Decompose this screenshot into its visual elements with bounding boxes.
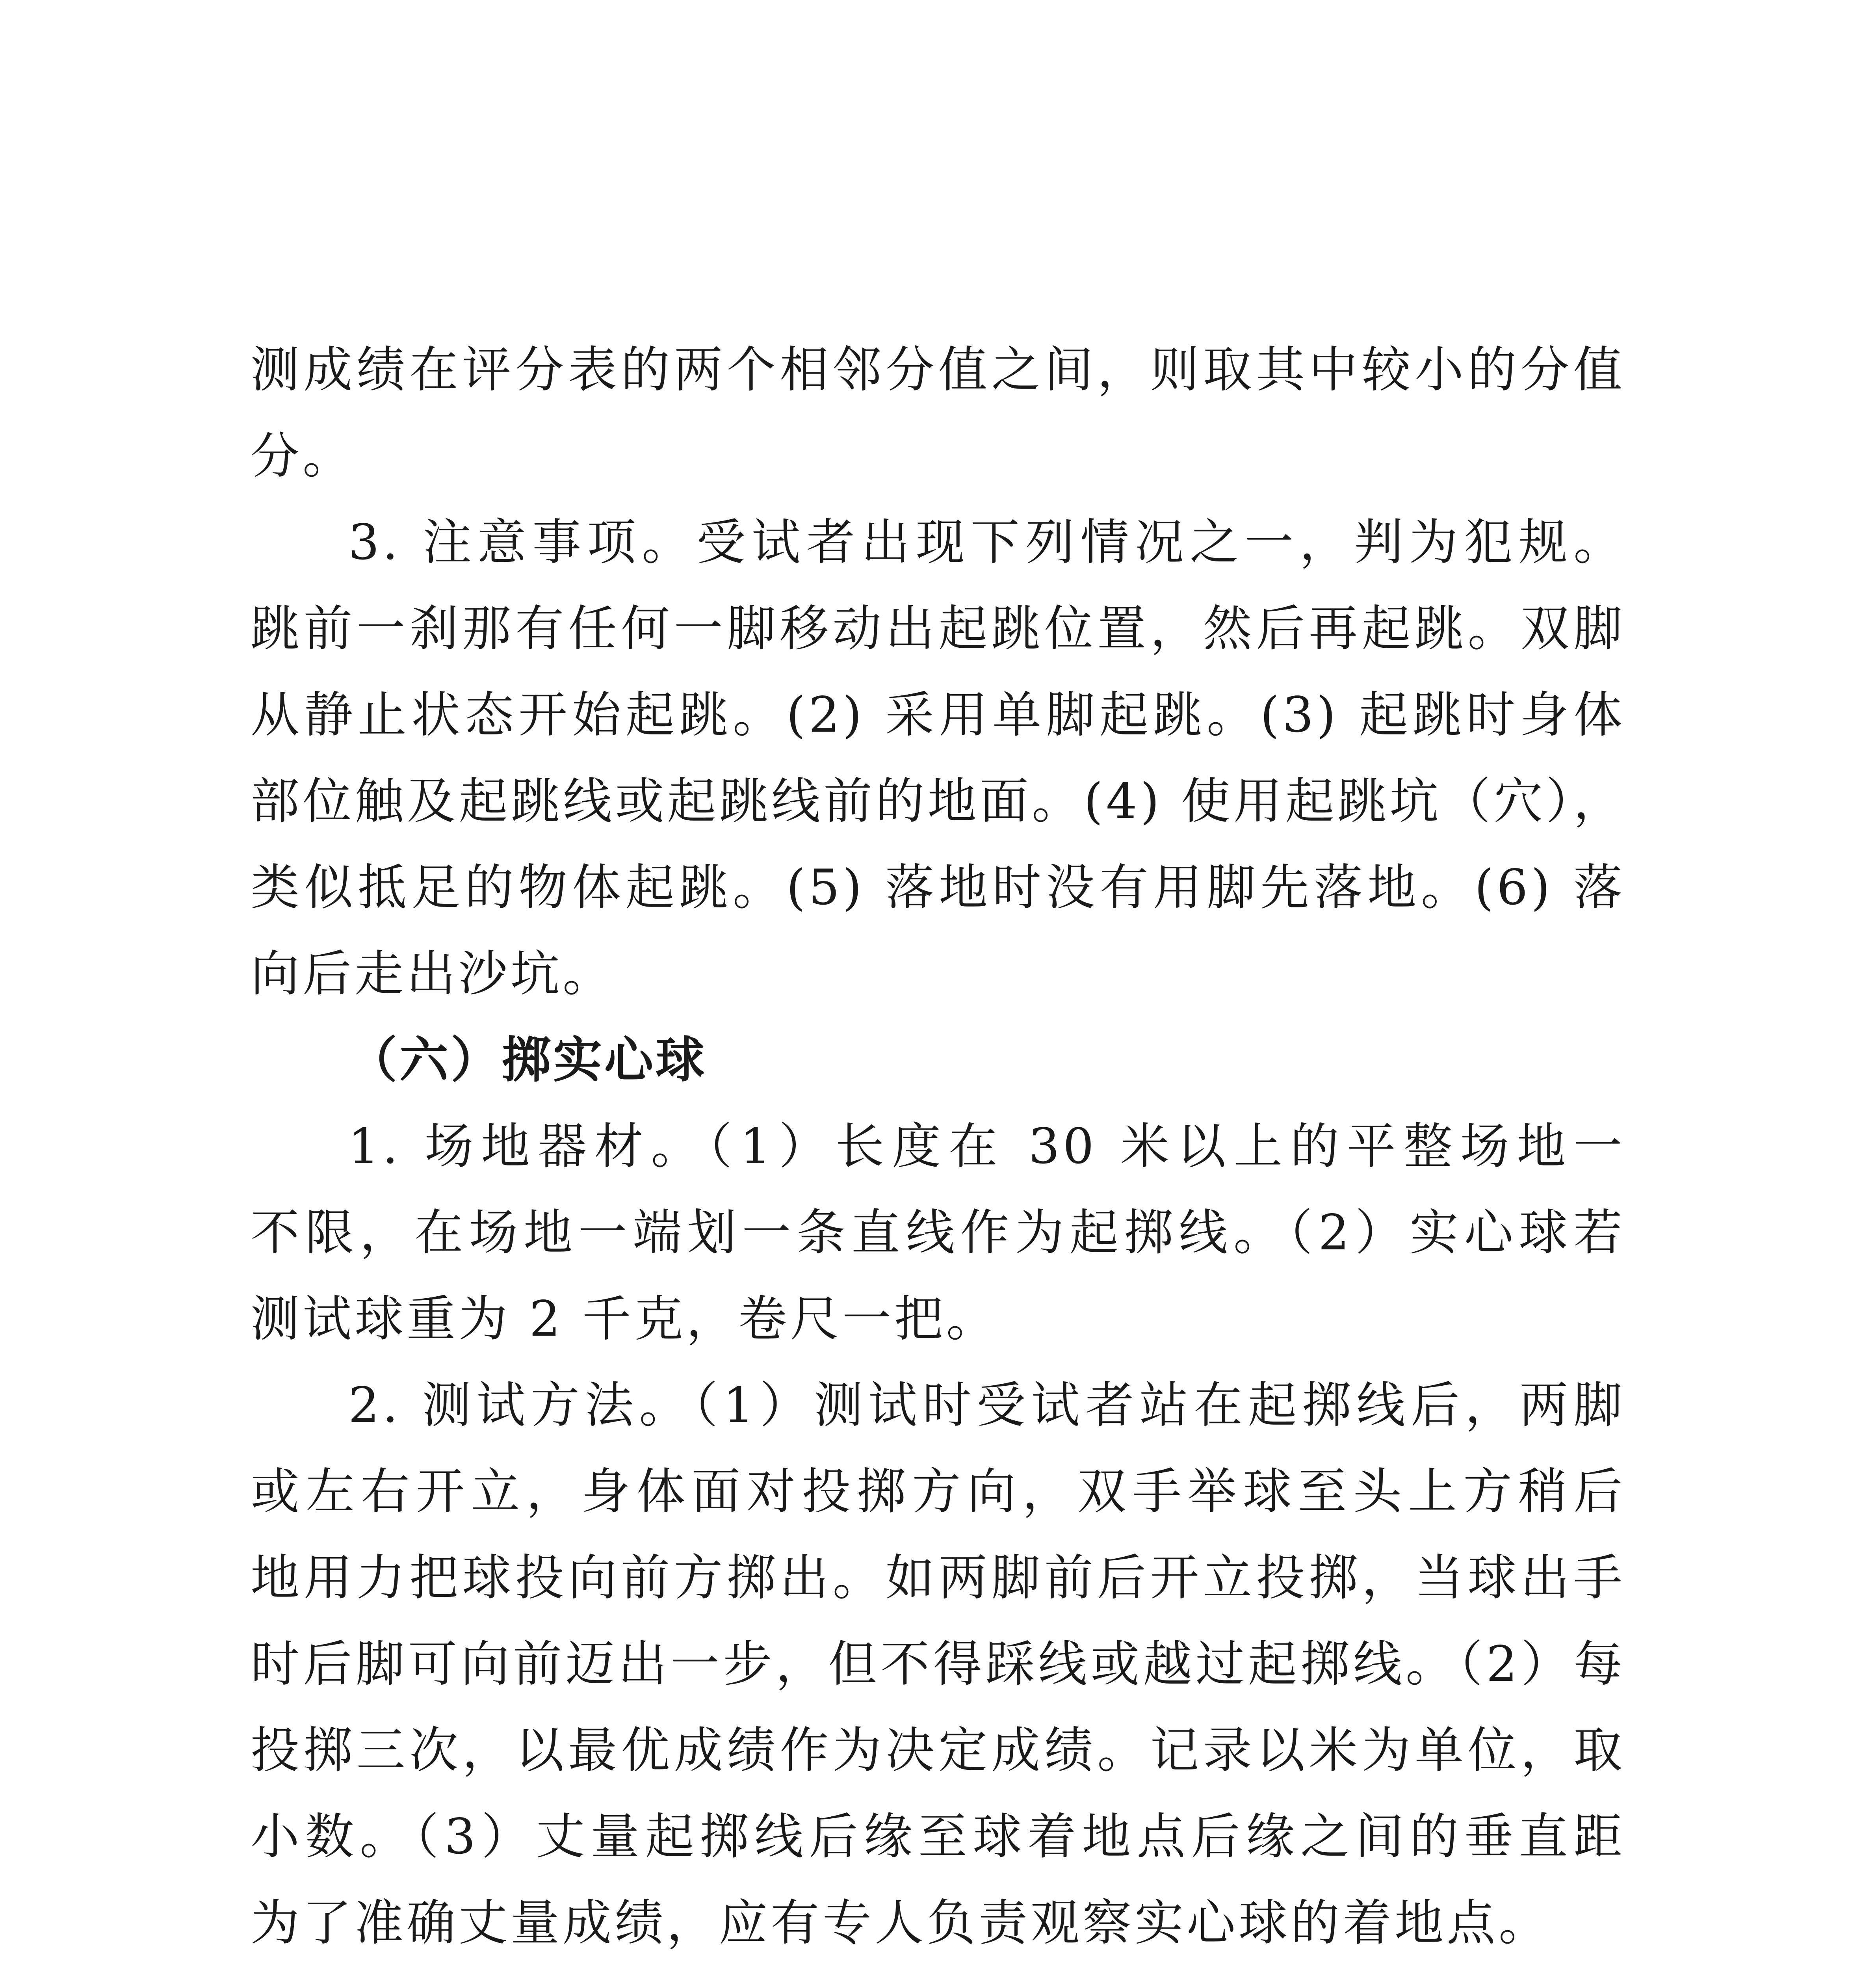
paragraph-first-line: 3. 注意事项。受试者出现下列情况之一，判为犯规。 — [348, 514, 1625, 571]
text-line: 时后脚可向前迈出一步，但不得踩线或越过起掷线。（2）每 — [251, 1636, 1625, 1693]
text-line: 投掷三次，以最优成绩作为决定成绩。记录以米为单位，取 — [251, 1722, 1625, 1779]
paragraph-first-line — [251, 1966, 1625, 1970]
text-line: 或左右开立，身体面对投掷方向，双手举球至头上方稍后 — [251, 1463, 1625, 1520]
text-line: 部位触及起跳线或起跳线前的地面。(4) 使用起跳坑（穴）， — [251, 773, 1625, 830]
text-line: 地用力把球投向前方掷出。如两脚前后开立投掷，当球出手 — [251, 1550, 1625, 1606]
text-line: 从静止状态开始起跳。(2) 采用单脚起跳。(3) 起跳时身体 — [251, 687, 1625, 743]
text-line: 为了准确丈量成绩，应有专人负责观察实心球的着地点。 — [251, 1895, 1551, 1951]
text-line: 不限，在场地一端划一条直线作为起掷线。（2）实心球若 — [251, 1204, 1625, 1261]
text-line: 测成绩在评分表的两个相邻分值之间，则取其中较小的分值 — [251, 342, 1625, 398]
text-line: 向后走出沙坑。 — [251, 946, 615, 1002]
text-line: 类似抵足的物体起跳。(5) 落地时没有用脚先落地。(6) 落 — [251, 859, 1625, 916]
body-text — [251, 327, 1625, 1970]
paragraph-first-line: 1. 场地器材。（1）长度在 30 米以上的平整场地一 — [348, 1118, 1625, 1175]
text-line: 小数。（3）丈量起掷线后缘至球着地点后缘之间的垂直距 — [251, 1808, 1625, 1865]
text-line: 测试球重为 2 千克，卷尺一把。 — [251, 1291, 998, 1347]
section-heading: （六）掷实心球 — [348, 1032, 707, 1089]
text-line: 跳前一刹那有任何一脚移动出起跳位置，然后再起跳。双脚 — [251, 600, 1625, 657]
paragraph-first-line: 2. 测试方法。（1）测试时受试者站在起掷线后，两脚 — [348, 1377, 1625, 1434]
text-line: 分。 — [251, 428, 355, 485]
